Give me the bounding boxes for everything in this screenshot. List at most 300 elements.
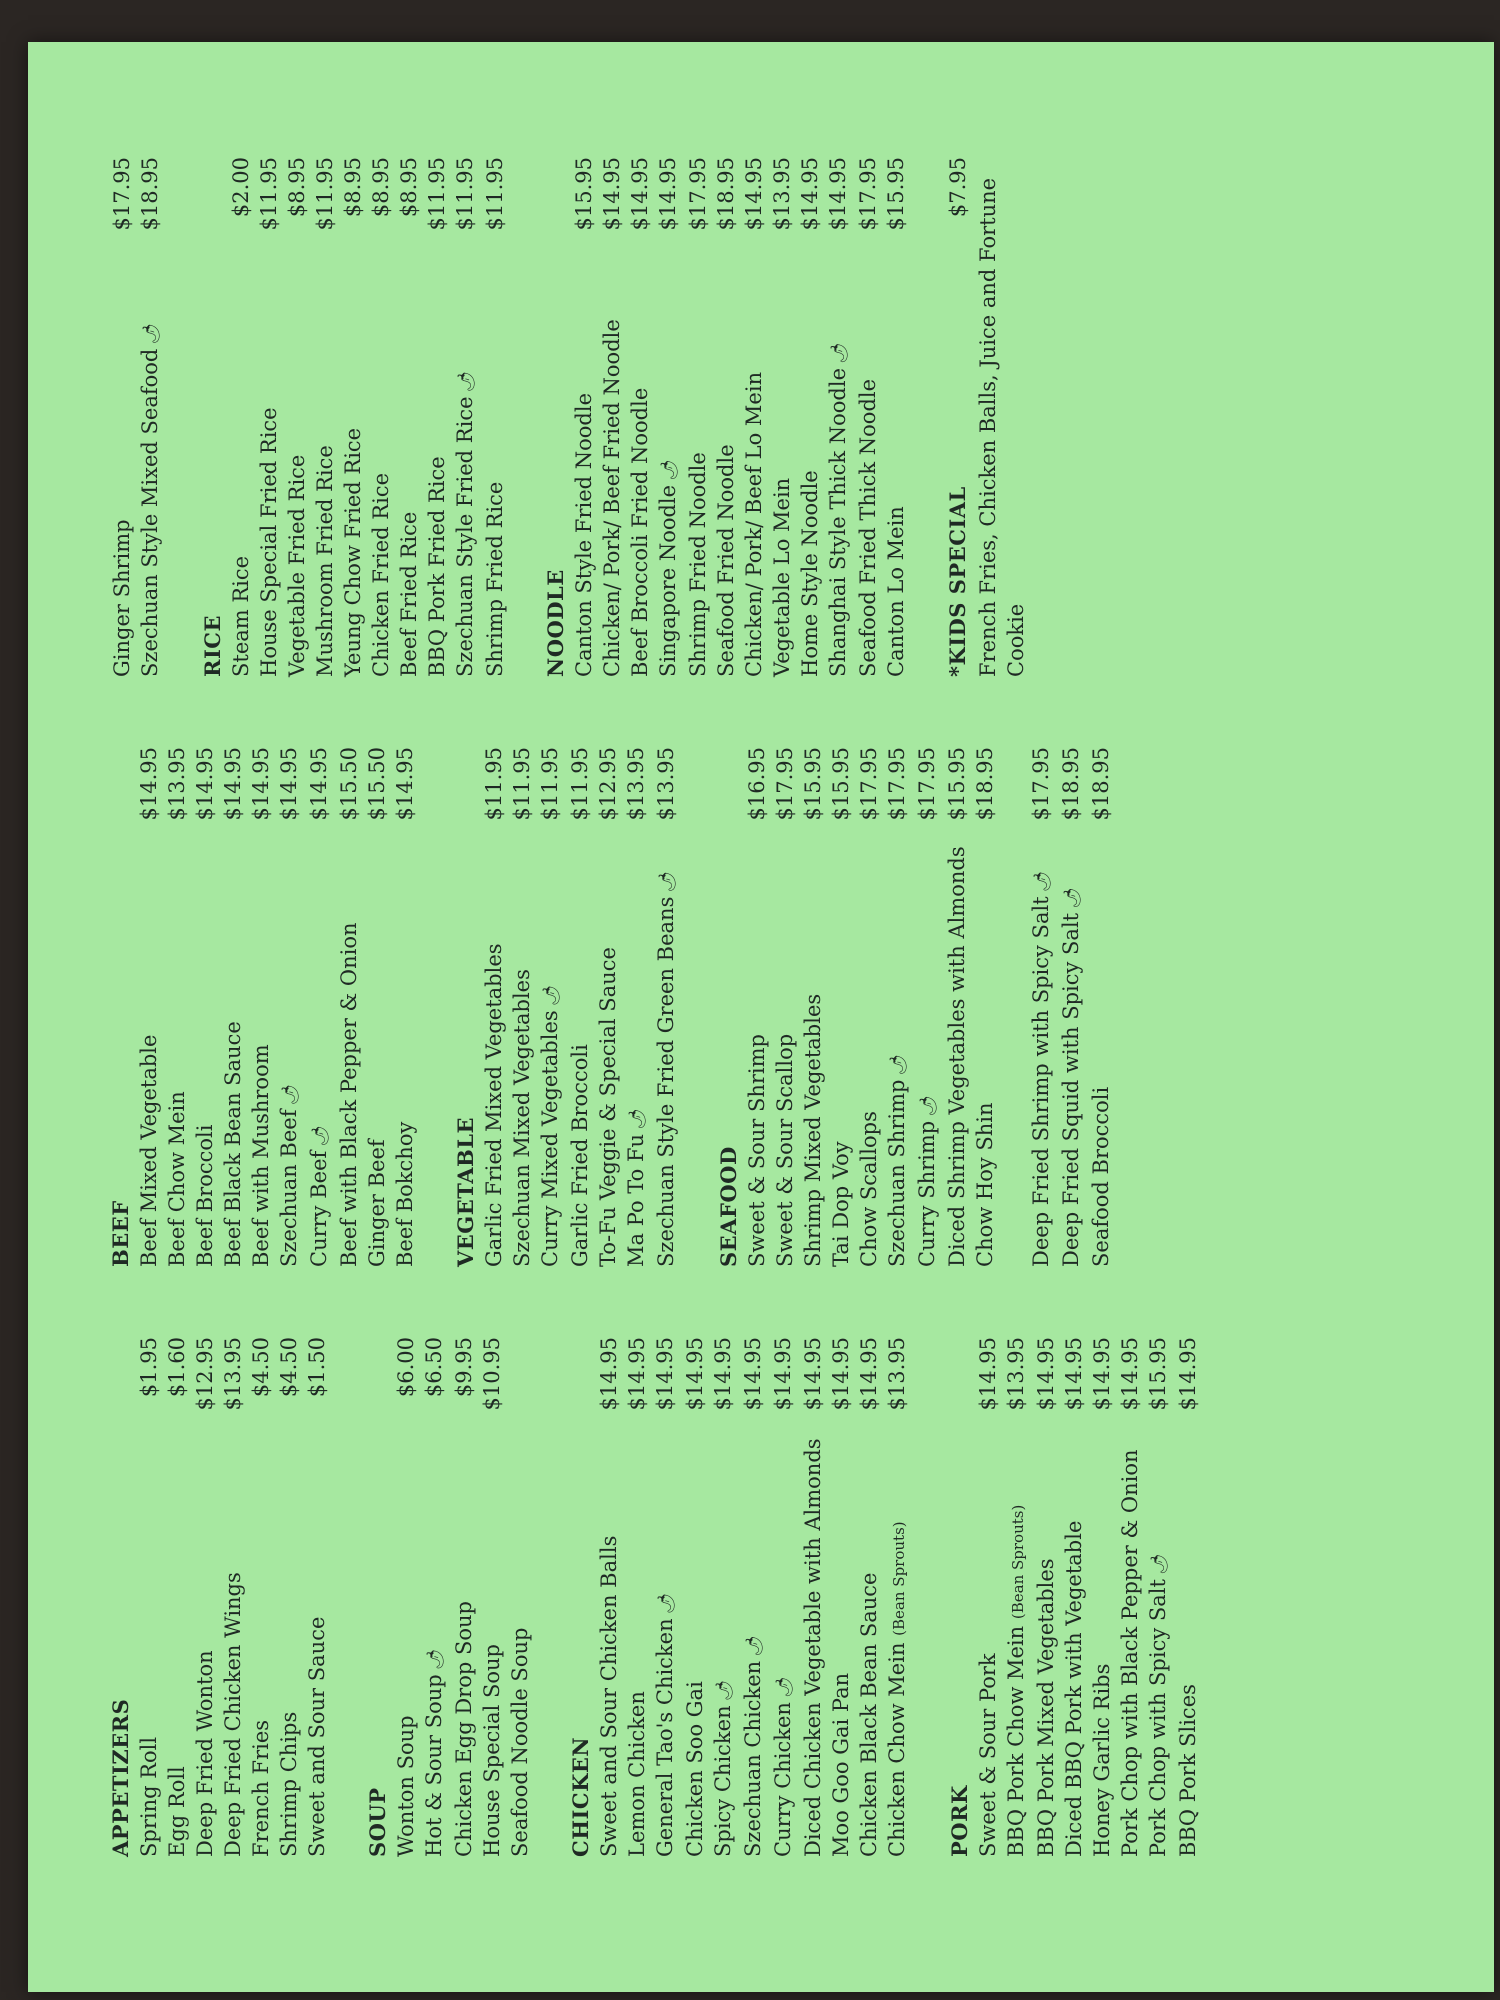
menu-item: [339, 157, 367, 677]
chili-pepper-icon: 🌶: [311, 1125, 331, 1147]
item-price: $14.95: [277, 747, 301, 821]
item-name: Egg Roll: [165, 1766, 189, 1857]
item-price: $14.95: [1090, 1337, 1114, 1411]
item-name: Lemon Chicken: [625, 1691, 649, 1857]
item-name: Beef Broccoli: [193, 1124, 217, 1267]
menu-item: [883, 747, 913, 1267]
item-price: $8.95: [341, 157, 365, 218]
menu-item: [1060, 1337, 1088, 1857]
chili-pepper-icon: 🌶: [889, 1053, 909, 1076]
item-price: $11.95: [425, 157, 449, 231]
item-price: $13.95: [885, 1337, 909, 1411]
menu-item: [827, 747, 855, 1267]
item-name: Beef Bokchoy: [393, 1121, 417, 1267]
item-price: $14.95: [976, 1337, 1000, 1411]
item-name: Vegetable Fried Rice: [285, 454, 309, 677]
section-pork: [947, 1337, 1202, 1857]
item-name: Garlic Fried Broccoli: [568, 1044, 592, 1267]
item-price: $14.95: [1034, 1337, 1058, 1411]
menu-item: [363, 747, 391, 1267]
item-name: Beef Mixed Vegetable: [137, 1034, 161, 1267]
menu-item: [135, 747, 163, 1267]
item-price: $14.95: [711, 1337, 735, 1411]
item-price: $14.95: [653, 1337, 677, 1411]
item-name: To-Fu Veggie & Special Sauce: [596, 947, 620, 1267]
item-price: $17.95: [773, 747, 797, 821]
chili-pepper-icon: 🌶: [660, 459, 680, 481]
item-price: $13.95: [624, 747, 648, 821]
item-name: BBQ Pork Fried Rice: [425, 456, 449, 677]
menu-item: [481, 157, 509, 677]
item-name: Curry Beef: [307, 1150, 331, 1267]
item-price: $14.95: [625, 1337, 649, 1411]
item-price: $14.95: [829, 1337, 853, 1411]
item-name: Diced BBQ Pork with Vegetable: [1062, 1520, 1086, 1857]
chili-pepper-icon: 🌶: [745, 1635, 765, 1657]
item-name: Sweet and Sour Sauce: [305, 1616, 329, 1857]
item-name: BBQ Pork Mixed Vegetables: [1034, 1558, 1058, 1857]
item-name: Sweet and Sour Chicken Balls: [597, 1535, 621, 1857]
item-name: Canton Style Fried Noodle: [572, 392, 596, 677]
section-heading: SOUP: [365, 1787, 390, 1857]
item-name: Szechuan Style Fried Rice: [453, 396, 477, 677]
item-name: Beef Black Bean Sauce: [221, 1021, 245, 1267]
section-beef: [108, 747, 419, 1267]
menu-content: [68, 107, 1388, 1907]
menu-item: [283, 157, 311, 677]
item-name: Szechuan Shrimp: [885, 1079, 909, 1267]
item-price: $11.95: [257, 157, 281, 231]
item-name: Deep Fried Shrimp with Spicy Salt: [1029, 896, 1053, 1267]
item-price: $15.50: [365, 747, 389, 821]
item-price: $18.95: [1089, 747, 1113, 821]
item-price: $17.95: [686, 157, 710, 231]
menu-item: [1087, 747, 1115, 1267]
item-name: Szechuan Chicken: [741, 1660, 765, 1857]
item-price: $14.95: [801, 1337, 825, 1411]
item-price: $4.50: [249, 1337, 273, 1398]
item-name: Pork Chop with Spicy Salt: [1146, 1579, 1170, 1857]
item-price: $8.95: [369, 157, 393, 218]
section-heading: APPETIZERS: [108, 1698, 133, 1857]
item-price: $14.95: [857, 1337, 881, 1411]
section-soup: [365, 1337, 534, 1857]
menu-item: [974, 1337, 1002, 1857]
menu-item: [652, 747, 682, 1267]
item-note: (Bean Sprouts): [1009, 1504, 1027, 1620]
menu-item: [391, 747, 419, 1267]
menu-item: [367, 157, 395, 677]
menu-item: [1174, 1337, 1202, 1857]
menu-item: [305, 747, 335, 1267]
menu-item: [623, 1337, 651, 1857]
menu-item: [1027, 747, 1057, 1267]
item-name: Beef with Mushroom: [249, 1044, 273, 1267]
item-name: Sweet & Sour Shrimp: [745, 1034, 769, 1267]
item-name: Seafood Noodle Soup: [508, 1627, 532, 1857]
menu-item: [1116, 1337, 1144, 1857]
item-name: Chicken Black Bean Sauce: [857, 1572, 881, 1857]
chili-pepper-icon: 🌶: [919, 1095, 939, 1117]
item-name: Chicken Chow Mein: [885, 1642, 909, 1857]
item-price: $18.95: [138, 157, 162, 231]
menu-item: [769, 1337, 799, 1857]
item-price: $1.95: [137, 1337, 161, 1398]
item-name: Shrimp Fried Noodle: [686, 452, 710, 677]
item-price: $10.95: [480, 1337, 504, 1411]
item-description: Cookie: [1004, 603, 1028, 677]
item-price: $13.95: [221, 1337, 245, 1411]
item-name: Diced Shrimp Vegetables with Almonds: [945, 846, 969, 1267]
menu-item: [247, 1337, 275, 1857]
menu-item: [420, 1337, 450, 1857]
item-price: $2.00: [229, 157, 253, 218]
menu-item: [855, 1337, 883, 1857]
item-price: $12.95: [596, 747, 620, 821]
item-price: $17.95: [915, 747, 939, 821]
item-name: Beef Chow Mein: [165, 1091, 189, 1267]
item-name: Chow Scallops: [857, 1111, 881, 1267]
item-price: $11.95: [453, 157, 477, 231]
item-name: Curry Chicken: [771, 1702, 795, 1857]
item-name: Ginger Shrimp: [110, 519, 134, 677]
item-name: Garlic Fried Mixed Vegetables: [482, 943, 506, 1267]
item-name: Mushroom Fried Rice: [313, 445, 337, 677]
item-name: Shrimp Mixed Vegetables: [801, 993, 825, 1267]
menu-item: [1144, 1337, 1174, 1857]
item-name: Curry Mixed Vegetables: [538, 1010, 562, 1267]
menu-item: [255, 157, 283, 677]
item-name: Tai Dop Voy: [829, 1141, 853, 1267]
menu-column-1: [108, 1337, 1236, 1857]
chili-pepper-icon: 🌶: [775, 1676, 795, 1699]
menu-item: [451, 157, 481, 677]
item-price: $14.95: [771, 1337, 795, 1411]
item-price: $11.95: [538, 747, 562, 821]
menu-item: [768, 157, 796, 677]
item-price: $14.95: [1118, 1337, 1142, 1411]
menu-item: [163, 1337, 191, 1857]
item-name: Diced Chicken Vegetable with Almonds: [801, 1438, 825, 1857]
menu-item: [712, 157, 740, 677]
item-price: $14.95: [1062, 1337, 1086, 1411]
item-name: Pork Chop with Black Pepper & Onion: [1118, 1449, 1142, 1857]
menu-item: [1088, 1337, 1116, 1857]
chili-pepper-icon: 🌶: [657, 1592, 677, 1615]
menu-item: [740, 157, 768, 677]
menu-item: [709, 1337, 739, 1857]
item-price: $4.50: [277, 1337, 301, 1398]
item-price: $15.95: [1146, 1337, 1170, 1411]
item-name: Vegetable Lo Mein: [770, 477, 794, 677]
item-name: Singapore Noodle: [656, 484, 680, 677]
menu-item: [478, 1337, 506, 1857]
menu-item: [854, 157, 882, 677]
item-price: $6.50: [422, 1337, 446, 1398]
item-name: Curry Shrimp: [915, 1120, 939, 1267]
item-name: Chow Hoy Shin: [973, 1102, 997, 1267]
item-name: Deep Fried Chicken Wings: [221, 1572, 245, 1857]
item-price: $14.95: [307, 747, 331, 821]
menu-item: [480, 747, 508, 1267]
item-price: $14.95: [798, 157, 822, 231]
menu-item: [622, 747, 652, 1267]
item-price: $1.50: [305, 1337, 329, 1398]
menu-item: [796, 157, 824, 677]
item-price: $14.95: [393, 747, 417, 821]
section-heading: SEAFOOD: [716, 1146, 741, 1267]
item-name: Spring Roll: [137, 1736, 161, 1857]
item-name: Beef Fried Rice: [397, 511, 421, 677]
item-price: $15.95: [829, 747, 853, 821]
item-price: $17.95: [856, 157, 880, 231]
menu-item: [191, 1337, 219, 1857]
item-name: Ginger Beef: [365, 1139, 389, 1267]
menu-item: [219, 1337, 247, 1857]
menu-item: [275, 1337, 303, 1857]
item-name: BBQ Pork Chow Mein: [1004, 1625, 1028, 1857]
item-price: $11.95: [313, 157, 337, 231]
menu-item: [392, 1337, 420, 1857]
item-name: Seafood Broccoli: [1089, 1086, 1113, 1267]
menu-item: [423, 157, 451, 677]
item-price: $14.95: [600, 157, 624, 231]
item-name: General Tao's Chicken: [653, 1618, 677, 1857]
item-name: Sweet & Sour Pork: [976, 1653, 1000, 1857]
menu-sheet: [28, 42, 1494, 1992]
section-heading: VEGETABLE: [453, 1116, 478, 1267]
item-name: BBQ Pork Slices: [1176, 1684, 1200, 1857]
section-kids-special: [944, 157, 1030, 677]
item-price: $14.95: [683, 1337, 707, 1411]
item-name: Szechuan Style Mixed Seafood: [138, 348, 162, 677]
item-name: Moo Goo Gai Pan: [829, 1672, 853, 1857]
menu-item: [311, 157, 339, 677]
chili-pepper-icon: 🌶: [281, 1083, 301, 1106]
menu-item: [626, 157, 654, 677]
item-note: (Bean Sprouts): [890, 1521, 908, 1636]
item-price: $14.95: [137, 747, 161, 821]
item-price: $14.95: [193, 747, 217, 821]
menu-column-2: [108, 747, 1149, 1267]
section-heading: BEEF: [108, 1200, 133, 1267]
item-price: $1.60: [165, 1337, 189, 1398]
item-price: $16.95: [745, 747, 769, 821]
section-seafood-continued: [108, 157, 166, 677]
chili-pepper-icon: 🌶: [457, 370, 477, 393]
item-name: Ma Po To Fu: [624, 1133, 648, 1267]
menu-item: [883, 1337, 913, 1857]
chili-pepper-icon: 🌶: [426, 1648, 446, 1671]
menu-item: [598, 157, 626, 677]
chili-pepper-icon: 🌶: [715, 1679, 735, 1702]
item-price: $13.95: [770, 157, 794, 231]
item-name: Shrimp Chips: [277, 1711, 301, 1857]
item-name: Sweet & Sour Scallop: [773, 1033, 797, 1267]
item-price: $14.95: [221, 747, 245, 821]
chili-pepper-icon: 🌶: [1150, 1553, 1170, 1576]
menu-item: [684, 157, 712, 677]
item-price: $17.95: [110, 157, 134, 231]
menu-item: [536, 747, 566, 1267]
section-heading: RICE: [200, 615, 225, 677]
item-price: $17.95: [857, 747, 881, 821]
item-price: $14.95: [628, 157, 652, 231]
menu-item: [855, 747, 883, 1267]
item-name: Szechuan Style Fried Green Beans: [654, 896, 678, 1267]
menu-item: [508, 747, 536, 1267]
kids-special-header: [944, 157, 974, 677]
item-name: Hot & Sour Soup: [422, 1674, 446, 1857]
menu-item: [681, 1337, 709, 1857]
menu-item: [275, 747, 305, 1267]
menu-item: [570, 157, 598, 677]
menu-item: [247, 747, 275, 1267]
item-price: $11.95: [483, 157, 507, 231]
menu-item: [827, 1337, 855, 1857]
item-name: Seafood Fried Noodle: [714, 444, 738, 677]
item-price: $13.95: [654, 747, 678, 821]
menu-item: [651, 1337, 681, 1857]
item-price: $14.95: [826, 157, 850, 231]
item-price: $14.95: [656, 157, 680, 231]
item-price: $15.95: [801, 747, 825, 821]
item-price: $9.95: [452, 1337, 476, 1398]
item-price: $14.95: [597, 1337, 621, 1411]
item-name: Seafood Fried Thick Noodle: [856, 378, 880, 677]
menu-item: [824, 157, 854, 677]
menu-item: [743, 747, 771, 1267]
section-heading: PORK: [947, 1785, 972, 1857]
item-price: $12.95: [193, 1337, 217, 1411]
item-price: $17.95: [1029, 747, 1053, 821]
item-name: Chicken Egg Drop Soup: [452, 1601, 476, 1857]
menu-item: [108, 157, 136, 677]
item-name: Szechuan Beef: [277, 1109, 301, 1267]
menu-item: [799, 747, 827, 1267]
menu-item: [594, 747, 622, 1267]
section-heading: NOODLE: [543, 569, 568, 677]
item-price: $11.95: [568, 747, 592, 821]
item-price: $11.95: [510, 747, 534, 821]
item-name: Beef with Black Pepper & Onion: [337, 922, 361, 1267]
item-name: House Special Fried Rice: [257, 407, 281, 677]
menu-item: [335, 747, 363, 1267]
menu-item: [739, 1337, 769, 1857]
section-appetizers: [108, 1337, 331, 1857]
kids-special-description: [1002, 157, 1030, 677]
item-price: $7.95: [946, 157, 970, 218]
menu-item: [799, 1337, 827, 1857]
menu-item: [595, 1337, 623, 1857]
chili-pepper-icon: 🌶: [830, 342, 850, 364]
item-price: $17.95: [885, 747, 909, 821]
item-price: $8.95: [285, 157, 309, 218]
item-name: Chicken Fried Rice: [369, 472, 393, 677]
menu-item: [971, 747, 999, 1267]
item-price: $14.95: [742, 157, 766, 231]
section-heading: *KIDS SPECIAL: [945, 486, 970, 677]
item-name: French Fries: [249, 1719, 273, 1857]
item-name: Wonton Soup: [394, 1715, 418, 1857]
chili-pepper-icon: 🌶: [1033, 870, 1053, 893]
menu-item: [506, 1337, 534, 1857]
menu-item: [219, 747, 247, 1267]
item-price: $15.95: [884, 157, 908, 231]
kids-special-description: [974, 157, 1002, 677]
menu-item: [654, 157, 684, 677]
section-rice: [200, 157, 509, 677]
item-price: $14.95: [741, 1337, 765, 1411]
chili-pepper-icon: 🌶: [142, 323, 162, 345]
menu-item: [227, 157, 255, 677]
item-name: Shanghai Style Thick Noodle: [826, 367, 850, 677]
item-name: Spicy Chicken: [711, 1705, 735, 1857]
item-name: Home Style Noodle: [798, 470, 822, 677]
item-price: $13.95: [1004, 1337, 1028, 1411]
item-description: French Fries, Chicken Balls, Juice and Fortune: [976, 177, 1000, 677]
chili-pepper-icon: 🌶: [542, 984, 562, 1007]
menu-item: [1057, 747, 1087, 1267]
menu-item: [913, 747, 943, 1267]
chili-pepper-icon: 🌶: [658, 871, 678, 893]
spacer: [999, 747, 1027, 1267]
item-price: $11.95: [482, 747, 506, 821]
menu-item: [395, 157, 423, 677]
item-name: Chicken/ Pork/ Beef Fried Noodle: [600, 319, 624, 677]
item-name: Honey Garlic Ribs: [1090, 1663, 1114, 1857]
menu-item: [1032, 1337, 1060, 1857]
section-seafood: [716, 747, 1115, 1267]
item-name: Deep Fried Wonton: [193, 1650, 217, 1857]
menu-item: [191, 747, 219, 1267]
menu-column-3: [108, 157, 1064, 677]
item-name: Yeung Chow Fried Rice: [341, 427, 365, 677]
item-price: $6.00: [394, 1337, 418, 1398]
item-name: Szechuan Mixed Vegetables: [510, 969, 534, 1267]
item-price: $15.95: [945, 747, 969, 821]
menu-item: [136, 157, 166, 677]
menu-item: [163, 747, 191, 1267]
section-vegetable: [453, 747, 682, 1267]
item-price: $18.95: [714, 157, 738, 231]
item-price: $15.50: [337, 747, 361, 821]
item-price: $18.95: [973, 747, 997, 821]
item-price: $13.95: [165, 747, 189, 821]
menu-item: [882, 157, 910, 677]
section-heading: CHICKEN: [568, 1736, 593, 1857]
menu-item: [135, 1337, 163, 1857]
item-name: House Special Soup: [480, 1643, 504, 1857]
item-name: Steam Rice: [229, 555, 253, 677]
chili-pepper-icon: 🌶: [1063, 887, 1083, 909]
menu-item: [771, 747, 799, 1267]
menu-item: [450, 1337, 478, 1857]
item-price: $15.95: [572, 157, 596, 231]
menu-item: [566, 747, 594, 1267]
section-noodle: [543, 157, 910, 677]
menu-item: [943, 747, 971, 1267]
item-name: Chicken/ Pork/ Beef Lo Mein: [742, 371, 766, 677]
item-name: Chicken Soo Gai: [683, 1681, 707, 1857]
item-price: $8.95: [397, 157, 421, 218]
item-price: $14.95: [1176, 1337, 1200, 1411]
item-name: Canton Lo Mein: [884, 506, 908, 677]
item-price: $18.95: [1059, 747, 1083, 821]
item-name: Shrimp Fried Rice: [483, 481, 507, 677]
item-name: Beef Broccoli Fried Noodle: [628, 387, 652, 677]
chili-pepper-icon: 🌶: [628, 1108, 648, 1130]
